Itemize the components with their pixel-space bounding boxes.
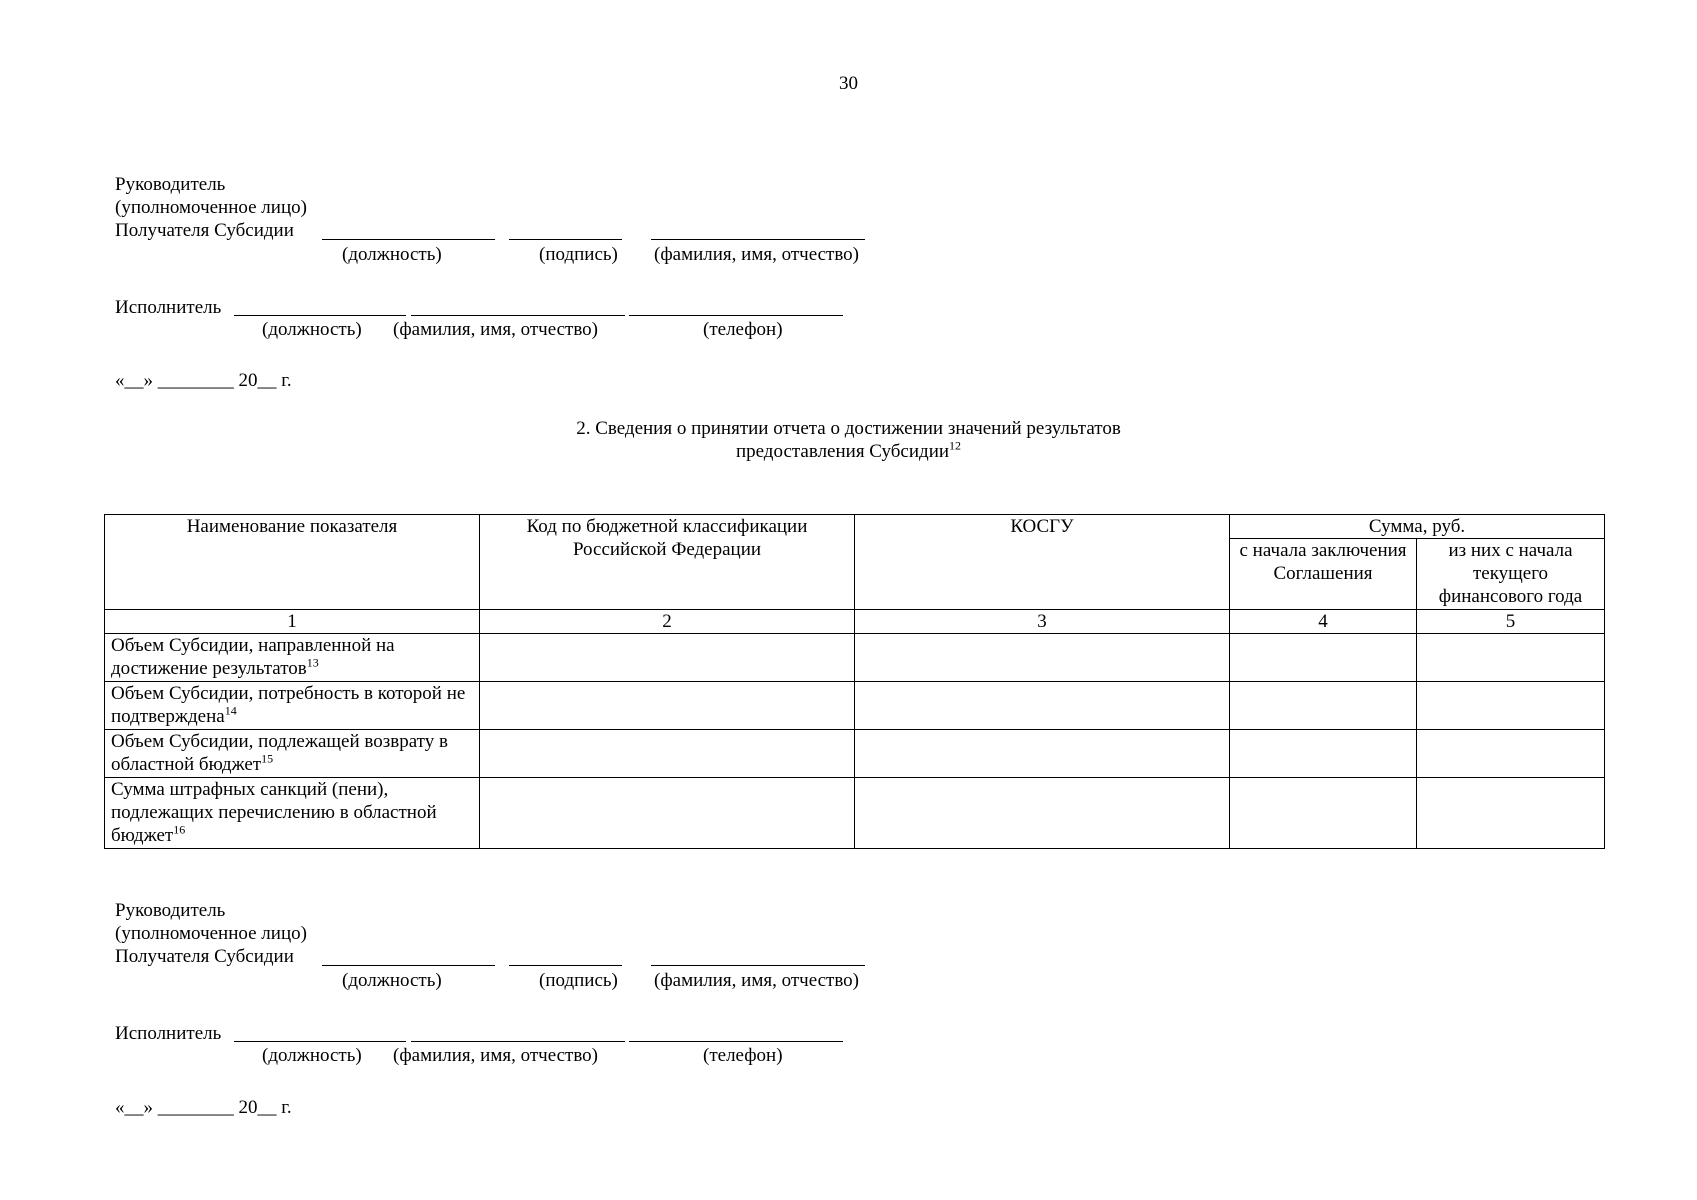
row-label (105, 778, 480, 849)
executor-position-field[interactable] (234, 315, 406, 316)
row-label-text: Объем Субсидии, потребность в которой не подтверждена (111, 683, 466, 727)
caption-position: (должность) (342, 244, 442, 265)
row-label (105, 634, 480, 682)
section-title-text: предоставления Субсидии (735, 441, 950, 462)
table-cell[interactable] (480, 634, 855, 682)
table-row (105, 778, 1605, 849)
head-label-line3: Получателя Субсидии (115, 220, 294, 241)
executor-fullname-field[interactable] (411, 315, 625, 316)
footnote-marker: 15 (261, 751, 274, 766)
head-position-field[interactable] (322, 239, 495, 240)
header-row (105, 515, 1605, 539)
table-row (105, 682, 1605, 730)
head-label-line1: Руководитель (115, 174, 226, 195)
exec-caption-phone: (телефон) (703, 319, 783, 340)
table-cell[interactable] (480, 682, 855, 730)
caption-fullname: (фамилия, имя, отчество) (654, 244, 860, 265)
exec-caption-fullname: (фамилия, имя, отчество) (393, 319, 599, 340)
row-label-text: Сумма штрафных санкций (пени), подлежащих перечислению в областной бюджет (111, 779, 437, 846)
head-signature-field[interactable] (509, 965, 622, 966)
header-indicator-name: Наименование показателя (105, 515, 480, 610)
table-cell[interactable] (1230, 730, 1417, 778)
table-cell[interactable] (1417, 682, 1605, 730)
table-row (105, 634, 1605, 682)
column-number: 3 (855, 610, 1230, 634)
head-position-field[interactable] (322, 965, 495, 966)
header-sum-group: Сумма, руб. (1230, 515, 1605, 539)
executor-label: Исполнитель (115, 1023, 222, 1044)
table-cell[interactable] (1417, 730, 1605, 778)
executor-phone-field[interactable] (629, 315, 843, 316)
column-number: 2 (480, 610, 855, 634)
table-cell[interactable] (480, 730, 855, 778)
footnote-marker: 13 (306, 655, 319, 670)
table-cell[interactable] (855, 778, 1230, 849)
head-label-line2: (уполномоченное лицо) (115, 923, 307, 944)
table-cell[interactable] (480, 778, 855, 849)
date-line: «__» ________ 20__ г. (115, 1097, 292, 1118)
footnote-marker: 12 (949, 438, 962, 453)
column-numbers-row (105, 610, 1605, 634)
table-cell[interactable] (1230, 778, 1417, 849)
footnote-marker: 14 (224, 703, 237, 718)
header-sum-since-agreement: с начала заключения Соглашения (1230, 539, 1417, 610)
header-kosgu: КОСГУ (855, 515, 1230, 610)
table-cell[interactable] (855, 682, 1230, 730)
head-label-line3: Получателя Субсидии (115, 946, 294, 967)
table-cell[interactable] (855, 730, 1230, 778)
head-fullname-field[interactable] (651, 239, 865, 240)
column-number: 1 (105, 610, 480, 634)
head-label-line2: (уполномоченное лицо) (115, 197, 307, 218)
executor-phone-field[interactable] (629, 1041, 843, 1042)
caption-signature: (подпись) (539, 244, 618, 265)
executor-label: Исполнитель (115, 297, 222, 318)
head-label-line1: Руководитель (115, 900, 226, 921)
exec-caption-fullname: (фамилия, имя, отчество) (393, 1045, 599, 1066)
exec-caption-position: (должность) (262, 1045, 362, 1066)
table-cell[interactable] (855, 634, 1230, 682)
date-line: «__» ________ 20__ г. (115, 370, 292, 391)
row-label-text: Объем Субсидии, подлежащей возврату в областной бюджет (111, 731, 448, 775)
exec-caption-position: (должность) (262, 319, 362, 340)
head-signature-field[interactable] (509, 239, 622, 240)
row-label (105, 682, 480, 730)
header-sum-current-year: из них с начала текущего финансового года (1417, 539, 1605, 610)
table-cell[interactable] (1230, 682, 1417, 730)
caption-fullname: (фамилия, имя, отчество) (654, 970, 860, 991)
table-cell[interactable] (1417, 634, 1605, 682)
footnote-marker: 16 (173, 822, 186, 837)
executor-fullname-field[interactable] (411, 1041, 625, 1042)
header-budget-code: Код по бюджетной классификации Российской Федерации (480, 515, 855, 610)
section-title-line2 (0, 440, 1697, 463)
page-number: 30 (839, 73, 858, 94)
row-label-text: Объем Субсидии, направленной на достижение результатов (111, 635, 395, 679)
table-cell[interactable] (1230, 634, 1417, 682)
report-table (104, 514, 1605, 849)
section-title-line1: 2. Сведения о принятии отчета о достижении значений результатов (576, 418, 1121, 439)
exec-caption-phone: (телефон) (703, 1045, 783, 1066)
row-label (105, 730, 480, 778)
table-row (105, 730, 1605, 778)
caption-position: (должность) (342, 970, 442, 991)
column-number: 5 (1417, 610, 1605, 634)
caption-signature: (подпись) (539, 970, 618, 991)
column-number: 4 (1230, 610, 1417, 634)
head-fullname-field[interactable] (651, 965, 865, 966)
executor-position-field[interactable] (234, 1041, 406, 1042)
table-cell[interactable] (1417, 778, 1605, 849)
